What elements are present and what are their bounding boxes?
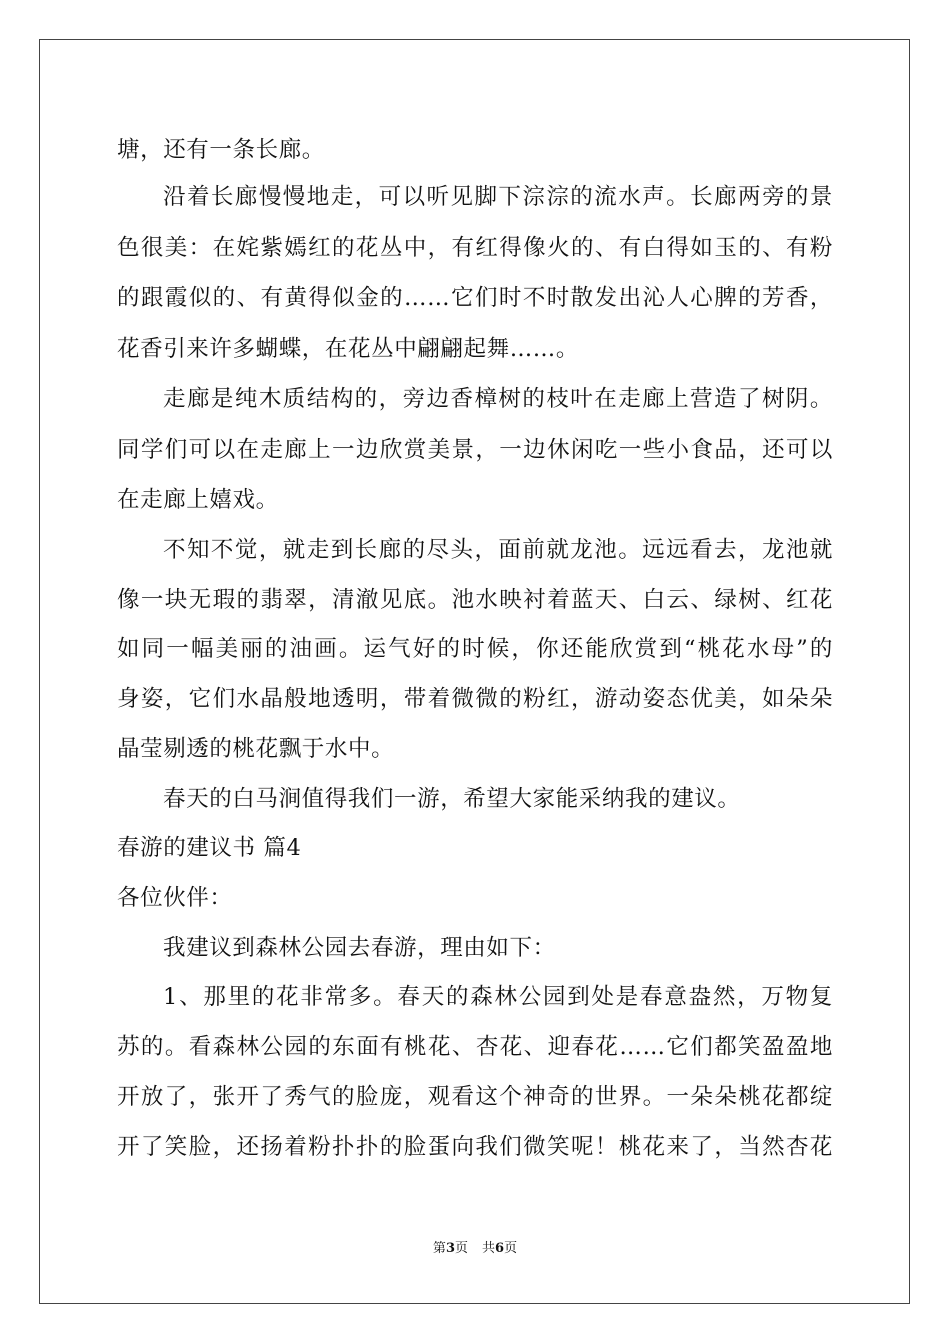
page-label-post: 页: [454, 1241, 468, 1256]
text-line: 晶莹剔透的桃花飘于水中。: [117, 736, 395, 762]
text-line: 身姿，它们水晶般地透明，带着微微的粉红，游动姿态优美，如朵朵: [117, 686, 833, 712]
text-line: 苏的。看森林公园的东面有桃花、杏花、迎春花……它们都笑盈盈地: [117, 1034, 833, 1060]
text-line: 花香引来许多蝴蝶，在花丛中翩翩起舞……。: [117, 336, 580, 362]
text-line: 我建议到森林公园去春游，理由如下：: [163, 935, 556, 961]
text-line: 不知不觉，就走到长廊的尽头，面前就龙池。远远看去，龙池就: [163, 537, 833, 563]
text-line: 沿着长廊慢慢地走，可以听见脚下淙淙的流水声。长廊两旁的景: [163, 184, 833, 210]
section-heading: 春游的建议书 篇4: [117, 835, 302, 861]
text-line: 开放了，张开了秀气的脸庞，观看这个神奇的世界。一朵朵桃花都绽: [117, 1084, 833, 1110]
text-line: 同学们可以在走廊上一边欣赏美景，一边休闲吃一些小食品，还可以: [117, 437, 833, 463]
text-line: 走廊是纯木质结构的，旁边香樟树的枝叶在走廊上营造了树阴。: [163, 386, 833, 412]
text-line: 1、那里的花非常多。春天的森林公园到处是春意盎然，万物复: [163, 984, 833, 1010]
text-line: 开了笑脸，还扬着粉扑扑的脸蛋向我们微笑呢！桃花来了，当然杏花: [117, 1134, 833, 1160]
page-footer: [0, 1240, 950, 1258]
text-line: 色很美：在姹紫嫣红的花丛中，有红得像火的、有白得如玉的、有粉: [117, 235, 833, 261]
text-line: 在走廊上嬉戏。: [117, 487, 279, 513]
page-border: [39, 39, 910, 1304]
salutation: 各位伙伴：: [117, 885, 233, 911]
text-line: 如同一幅美丽的油画。运气好的时候，你还能欣赏到“桃花水母”的: [117, 636, 833, 662]
total-label-pre: 共: [482, 1241, 496, 1256]
total-label-post: 页: [504, 1241, 518, 1256]
page-current: 3: [445, 1241, 455, 1256]
page-total: 6: [495, 1241, 505, 1256]
text-line: 像一块无瑕的翡翠，清澈见底。池水映衬着蓝天、白云、绿树、红花: [117, 587, 833, 613]
text-line: 春天的白马涧值得我们一游，希望大家能采纳我的建议。: [163, 786, 741, 812]
page-label-pre: 第: [432, 1241, 446, 1256]
text-line: 塘，还有一条长廊。: [117, 137, 325, 163]
text-line: 的跟霞似的、有黄得似金的……它们时不时散发出沁人心脾的芳香，: [117, 285, 833, 311]
